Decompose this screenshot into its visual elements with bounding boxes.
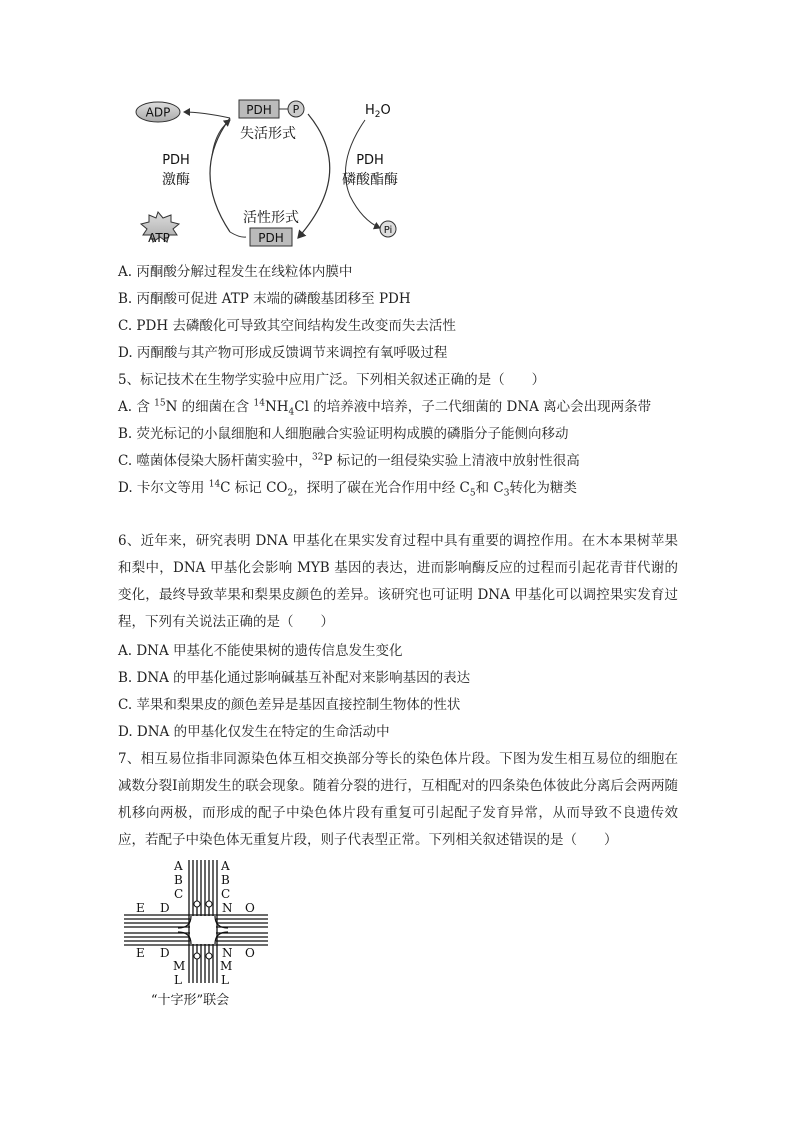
gene-label-e1: E — [136, 901, 145, 915]
q5-stem: 5、标记技术在生物学实验中应用广泛。下列相关叙述正确的是（ ） — [118, 372, 546, 388]
pdh-cycle-diagram — [118, 92, 448, 252]
phosphatase-label-1: PDH — [356, 153, 384, 168]
q6-option-c: C. 苹果和梨果皮的颜色差异是基因直接控制生物体的性状 — [118, 697, 461, 713]
pdh-top-label: PDH — [246, 103, 272, 117]
q6-option-a: A. DNA 甲基化不能使果树的遗传信息发生变化 — [118, 643, 403, 659]
gene-label-d2: D — [160, 946, 170, 960]
q5-option-a: A. 含 $^{15}$N 的细菌在含 $^{14}NH_4Cl$ 的培养液中培养，子二代细菌的 DNA 离心会出现两条带 — [118, 398, 652, 418]
q4-option-c: C. PDH 去磷酸化可导致其空间结构发生改变而失去活性 — [118, 318, 456, 334]
centromere-1 — [194, 901, 200, 907]
centromere-4 — [206, 953, 212, 959]
q4-option-b: B. 丙酮酸可促进 ATP 末端的磷酸基团移至 PDH — [118, 291, 411, 307]
kinase-label-2: 激酶 — [162, 172, 190, 188]
q6-option-d: D. DNA 的甲基化仅发生在特定的生命活动中 — [118, 724, 390, 740]
q5-option-b: B. 荧光标记的小鼠细胞和人细胞融合实验证明构成膜的磷脂分子能侧向移动 — [118, 426, 569, 442]
gene-label-b2: B — [221, 873, 230, 887]
q4-option-d: D. 丙酮酸与其产物可形成反馈调节来调控有氧呼吸过程 — [118, 345, 448, 361]
phosphatase-label-2: 磷酸酯酶 — [342, 172, 398, 188]
q6-option-b: B. DNA 的甲基化通过影响碱基互补配对来影响基因的表达 — [118, 670, 471, 686]
q4-option-a: A. 丙酮酸分解过程发生在线粒体内膜中 — [118, 264, 353, 280]
gene-label-c1: C — [174, 887, 184, 901]
gene-label-l1: L — [174, 973, 182, 987]
adp-label: ADP — [145, 105, 171, 120]
gene-label-a1: A — [174, 859, 183, 873]
water-label: $H_2O$ — [365, 103, 391, 120]
gene-label-b1: B — [174, 873, 183, 887]
phosphatase-arc — [298, 114, 330, 238]
gene-label-e2: E — [136, 946, 145, 960]
cross-synapsis-diagram — [118, 856, 278, 1016]
q5-option-d: D. 卡尔文等用 $^{14}$C 标记 $CO_2$，探明了碳在光合作用中经 $C_5$和 $C_3$转化为糖类 — [118, 479, 577, 499]
gene-label-d1: D — [160, 901, 170, 915]
gene-label-l2: L — [221, 973, 229, 987]
gene-label-m2: M — [220, 959, 233, 973]
pi-label: Pi — [383, 225, 393, 236]
pdh-bottom-label: PDH — [258, 231, 284, 245]
kinase-label-1: PDH — [162, 153, 190, 168]
gene-label-c2: C — [221, 887, 231, 901]
gene-label-o2: O — [245, 946, 255, 960]
synapsis-caption: “十字形”联会 — [150, 993, 230, 1008]
p-label: P — [292, 103, 300, 116]
centromere-3 — [194, 953, 200, 959]
gene-label-a2: A — [221, 859, 230, 873]
inactive-form-label: 失活形式 — [240, 126, 296, 142]
q7-stem: 7、相互易位指非同源染色体互相交换部分等长的染色体片段。下图为发生相互易位的细胞在减数分裂Ⅰ前期发生的联会现象。随着分裂的进行，互相配对的四条染色体彼此分离后会两两随机移向两极，而形成的配子中染色体片段有重复可引起配子发育异常，从而导致不良遗传效应，若配子中染色体无重复片段，则子代表型正常。下列相关叙述错误的是（ ） — [118, 751, 678, 848]
active-form-label: 活性形式 — [243, 210, 299, 226]
q5-option-c: C. 噬菌体侵染大肠杆菌实验中，$^{32}$P 标记的一组侵染实验上清液中放射性很高 — [118, 452, 580, 469]
centromere-2 — [206, 901, 212, 907]
gene-label-o1: O — [245, 901, 255, 915]
gene-label-n1: N — [222, 901, 233, 915]
gene-label-m1: M — [173, 959, 186, 973]
q6-stem: 6、近年来，研究表明 DNA 甲基化在果实发育过程中具有重要的调控作用。在木本果树苹果和梨中，DNA 甲基化会影响 MYB 基因的表达，进而影响酶反应的过程而引起花青苷代谢的变化，最终导致苹果和梨果皮颜色的差异。该研究也可证明 DNA 甲基化可以调控果实发育过程，下列有关说法正确的是（ ） — [118, 533, 678, 630]
atp-label: ATP — [148, 231, 170, 245]
gene-label-n2: N — [222, 946, 233, 960]
